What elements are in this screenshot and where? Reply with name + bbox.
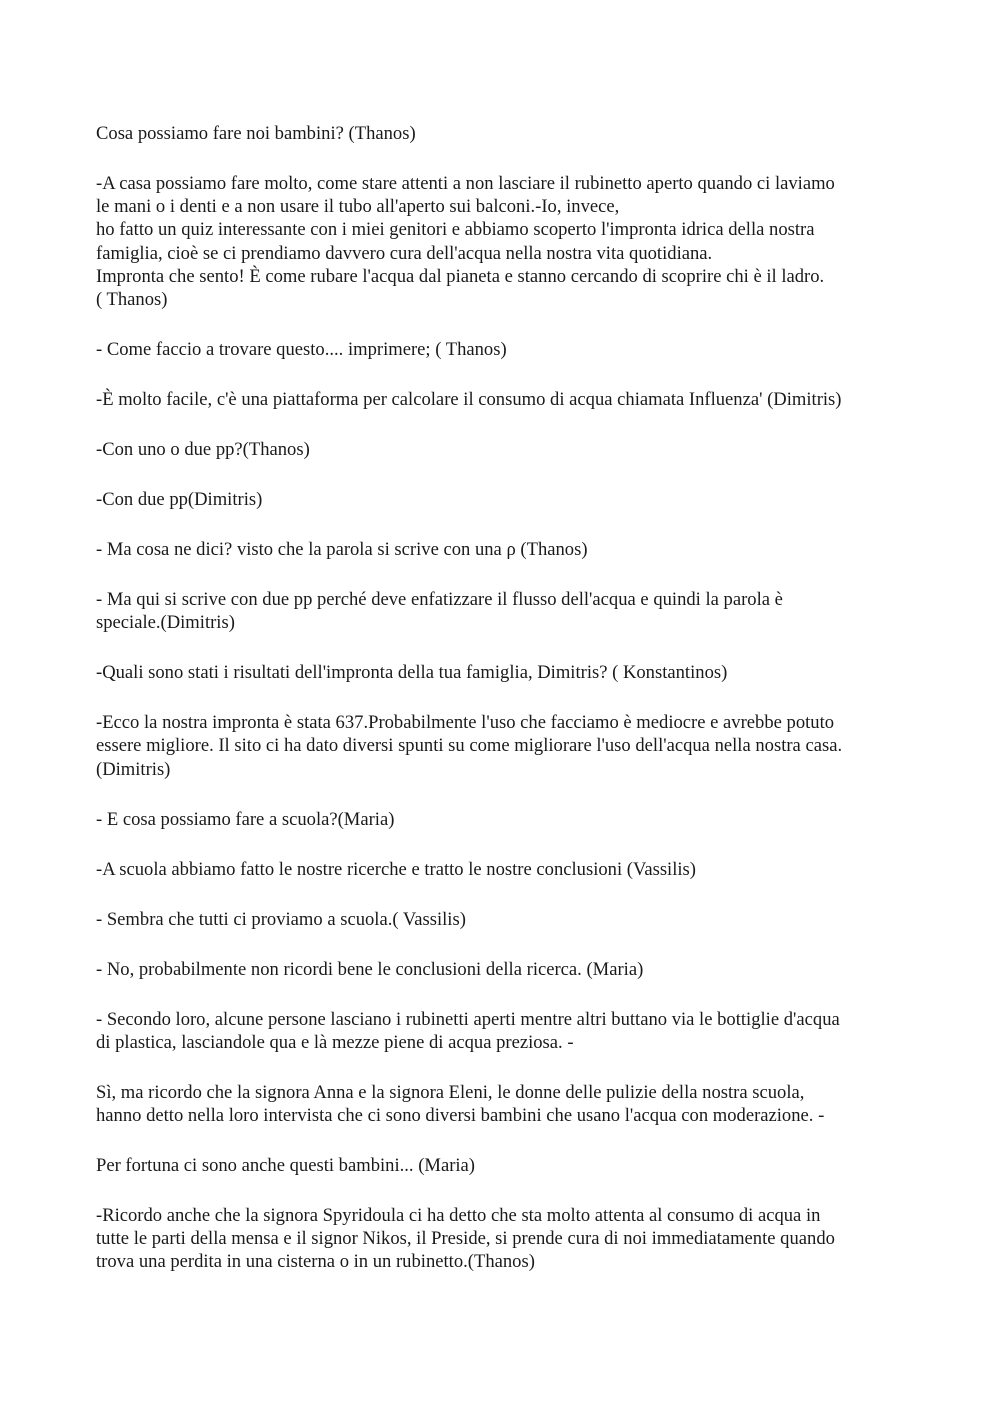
paragraph bbox=[96, 808, 916, 831]
text-line: -Quali sono stati i risultati dell'impronta della tua famiglia, Dimitris? ( Konstantinos) bbox=[96, 662, 728, 684]
text-line: -A casa possiamo fare molto, come stare attenti a non lasciare il rubinetto aperto quando ci laviamo bbox=[96, 173, 835, 194]
paragraph bbox=[96, 488, 916, 511]
text-line: ho fatto un quiz interessante con i miei genitori e abbiamo scoperto l'impronta idrica della nostra bbox=[96, 219, 815, 241]
paragraph bbox=[96, 661, 916, 684]
paragraph bbox=[96, 1154, 916, 1177]
text-line: - Ma qui si scrive con due pp perché deve enfatizzare il flusso dell'acqua e quindi la parola è bbox=[96, 589, 783, 611]
text-line: hanno detto nella loro intervista che ci sono diversi bambini che usano l'acqua con moderazione. - bbox=[96, 1105, 825, 1127]
text-line: - Sembra che tutti ci proviamo a scuola.( Vassilis) bbox=[96, 908, 466, 930]
text-line: tutte le parti della mensa e il signor Nikos, il Preside, si prende cura di noi immediatamente quando bbox=[96, 1228, 835, 1250]
document-page bbox=[96, 122, 916, 1300]
text-line: - E cosa possiamo fare a scuola?(Maria) bbox=[96, 808, 395, 830]
text-line: -Ricordo anche che la signora Spyridoula ci ha detto che sta molto attenta al consumo di acqua in bbox=[96, 1205, 821, 1227]
paragraph bbox=[96, 388, 916, 411]
text-line: Per fortuna ci sono anche questi bambini... (Maria) bbox=[96, 1155, 475, 1177]
paragraph bbox=[96, 172, 916, 311]
paragraph bbox=[96, 908, 916, 931]
text-line: - Come faccio a trovare questo.... imprimere; ( Thanos) bbox=[96, 339, 507, 361]
paragraph bbox=[96, 1081, 916, 1127]
text-line: di plastica, lasciandole qua e là mezze piene di acqua preziosa. - bbox=[96, 1031, 574, 1053]
paragraph bbox=[96, 538, 916, 561]
text-line: - Ma cosa ne dici? visto che la parola si scrive con una ρ (Thanos) bbox=[96, 539, 588, 561]
text-line: - No, probabilmente non ricordi bene le conclusioni della ricerca. (Maria) bbox=[96, 958, 644, 980]
text-line: (Dimitris) bbox=[96, 758, 171, 780]
text-line: -Con due pp(Dimitris) bbox=[96, 489, 263, 511]
paragraph bbox=[96, 711, 916, 781]
text-line: - Secondo loro, alcune persone lasciano i rubinetti aperti mentre altri buttano via le bottiglie d'acqua bbox=[96, 1008, 840, 1030]
text-line: -Ecco la nostra impronta è stata 637.Probabilmente l'uso che facciamo è mediocre e avrebbe potuto bbox=[96, 712, 835, 734]
paragraph bbox=[96, 958, 916, 981]
text-line: ( Thanos) bbox=[96, 289, 168, 311]
paragraph bbox=[96, 438, 916, 461]
paragraph bbox=[96, 1008, 916, 1054]
text-line: Cosa possiamo fare noi bambini? (Thanos) bbox=[96, 123, 416, 144]
paragraph bbox=[96, 588, 916, 634]
text-line: speciale.(Dimitris) bbox=[96, 612, 235, 634]
text-line: Sì, ma ricordo che la signora Anna e la signora Eleni, le donne delle pulizie della nostra scuola, bbox=[96, 1081, 805, 1103]
text-line: essere migliore. Il sito ci ha dato diversi spunti su come migliorare l'uso dell'acqua nella nostra casa. bbox=[96, 735, 843, 757]
text-line: Impronta che sento! È come rubare l'acqua dal pianeta e stanno cercando di scoprire chi è il ladro. bbox=[96, 265, 825, 287]
paragraph bbox=[96, 122, 916, 145]
paragraph bbox=[96, 1204, 916, 1274]
text-line: famiglia, cioè se ci prendiamo davvero cura dell'acqua nella nostra vita quotidiana. bbox=[96, 242, 713, 264]
text-line: trova una perdita in una cisterna o in un rubinetto.(Thanos) bbox=[96, 1251, 535, 1273]
text-line: -A scuola abbiamo fatto le nostre ricerche e tratto le nostre conclusioni (Vassilis) bbox=[96, 858, 696, 880]
paragraph bbox=[96, 858, 916, 881]
text-line: le mani o i denti e a non usare il tubo all'aperto sui balconi.-Io, invece, bbox=[96, 196, 620, 218]
paragraph bbox=[96, 338, 916, 361]
text-line: -Con uno o due pp?(Thanos) bbox=[96, 439, 310, 461]
text-line: -È molto facile, c'è una piattaforma per calcolare il consumo di acqua chiamata Influenza' (Dimitris) bbox=[96, 389, 842, 411]
